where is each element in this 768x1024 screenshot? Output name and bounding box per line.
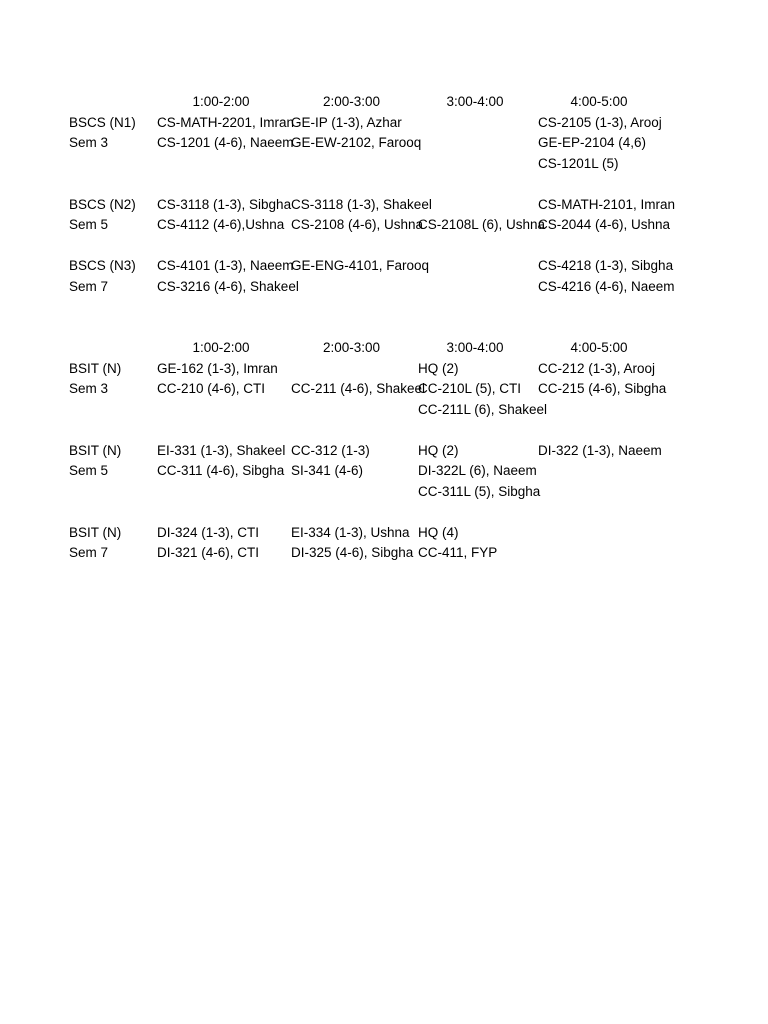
table-cell: CC-211 (4-6), Shakeel	[291, 381, 426, 396]
table-cell	[288, 277, 415, 298]
timetable-sheet	[66, 92, 676, 564]
spacer-row	[66, 297, 663, 338]
table-cell: HQ (2)	[418, 360, 459, 376]
table-cell: DI-321 (4-6), CTI	[157, 545, 260, 560]
table-cell: BSIT (N)	[69, 442, 122, 458]
table-cell: CS-4112 (4-6),Ushna	[157, 217, 285, 232]
table-row	[66, 482, 663, 503]
table-cell: CS-2108L (6), Ushna	[418, 217, 546, 232]
spacer-row	[66, 236, 663, 257]
table-cell: DI-325 (4-6), Sibgha	[291, 545, 414, 560]
table-row	[66, 256, 674, 277]
header-cell: 3:00-4:00	[446, 340, 504, 355]
table-cell: CS-1201 (4-6), Naeem	[157, 135, 294, 150]
table-cell: HQ (4)	[418, 524, 459, 540]
table-cell: HQ (2)	[418, 442, 459, 458]
table-row	[66, 461, 663, 482]
table-cell	[288, 359, 415, 380]
table-cell	[415, 113, 535, 134]
table-cell	[288, 482, 415, 503]
header-cell: 1:00-2:00	[192, 340, 250, 355]
table-cell: CS-4101 (1-3), Naeem	[157, 258, 294, 273]
table-cell	[66, 482, 154, 503]
table-cell: CC-311 (4-6), Sibgha	[157, 463, 285, 478]
header-cell: 1:00-2:00	[192, 94, 250, 109]
table-cell: CC-212 (1-3), Arooj	[538, 360, 656, 376]
time-header-row	[66, 338, 663, 359]
table-cell: GE-162 (1-3), Imran	[157, 360, 278, 376]
table-cell: BSIT (N)	[69, 360, 122, 376]
table-row	[66, 523, 663, 544]
table-cell	[535, 523, 663, 544]
table-cell	[66, 400, 154, 421]
table-row	[66, 154, 663, 175]
table-cell	[535, 543, 663, 564]
table-cell: CS-2044 (4-6), Ushna	[538, 217, 671, 232]
table-row	[66, 543, 663, 564]
table-cell	[535, 461, 663, 482]
table-row	[66, 359, 663, 380]
table-cell	[288, 154, 415, 175]
header-cell: 4:00-5:00	[570, 94, 628, 109]
table-cell: GE-ENG-4101, Farooq	[291, 258, 430, 273]
table-cell: Sem 7	[69, 278, 109, 294]
header-cell: 3:00-4:00	[446, 94, 504, 109]
table-row	[66, 277, 675, 298]
table-cell	[415, 277, 535, 298]
header-cell	[66, 338, 154, 359]
table-cell	[154, 482, 288, 503]
table-cell: Sem 5	[69, 463, 109, 478]
table-cell: Sem 3	[69, 135, 109, 150]
table-cell	[415, 154, 535, 175]
table-cell: SI-341 (4-6)	[291, 463, 364, 478]
table-row	[66, 379, 667, 400]
table-cell: BSCS (N3)	[69, 258, 136, 273]
table-cell	[154, 154, 288, 175]
table-cell	[415, 256, 535, 277]
table-cell: CS-3118 (1-3), Shakeel	[291, 196, 432, 212]
header-cell	[66, 92, 154, 113]
table-row	[66, 400, 663, 421]
table-cell: Sem 7	[69, 545, 109, 560]
table-cell: Sem 5	[69, 217, 109, 232]
table-cell: CS-1201L (5)	[538, 155, 619, 171]
table-cell: CS-MATH-2201, Imran	[157, 114, 295, 130]
table-cell: CS-4216 (4-6), Naeem	[538, 278, 675, 294]
table-cell: CC-312 (1-3)	[291, 442, 370, 458]
table-cell: BSCS (N1)	[69, 114, 136, 130]
table-cell	[154, 400, 288, 421]
table-cell: CC-210 (4-6), CTI	[157, 381, 266, 396]
table-cell	[66, 154, 154, 175]
header-cell: 2:00-3:00	[322, 94, 381, 109]
table-cell: BSCS (N2)	[69, 196, 136, 212]
header-cell: 2:00-3:00	[322, 340, 381, 355]
table-row	[66, 195, 676, 216]
table-cell: DI-322L (6), Naeem	[418, 463, 537, 478]
spacer-row	[66, 174, 663, 195]
time-header-row	[66, 92, 663, 113]
table-cell	[415, 133, 535, 154]
table-cell	[288, 400, 415, 421]
table-cell: GE-EW-2102, Farooq	[291, 135, 422, 150]
table-cell: EI-331 (1-3), Shakeel	[157, 442, 286, 458]
header-cell: 4:00-5:00	[570, 340, 628, 355]
table-cell: BSIT (N)	[69, 524, 122, 540]
table-cell: Sem 3	[69, 381, 109, 396]
table-cell: GE-IP (1-3), Azhar	[291, 114, 402, 130]
table-cell: CC-215 (4-6), Sibgha	[538, 381, 667, 396]
table-cell: CC-211L (6), Shakeel	[418, 401, 548, 417]
spacer-row	[66, 420, 663, 441]
table-row	[66, 215, 671, 236]
table-cell: CS-MATH-2101, Imran	[538, 196, 676, 212]
table-cell	[415, 195, 535, 216]
table-cell: CC-311L (5), Sibgha	[418, 483, 541, 499]
table-cell: CS-3216 (4-6), Shakeel	[157, 278, 299, 294]
table-cell: DI-322 (1-3), Naeem	[538, 442, 662, 458]
table-cell: CC-210L (5), CTI	[418, 381, 522, 396]
table-row	[66, 113, 663, 134]
spacer-row	[66, 502, 663, 523]
table-cell: CC-411, FYP	[418, 545, 498, 560]
table-cell	[535, 482, 663, 503]
table-row	[66, 441, 663, 462]
table-cell: CS-2105 (1-3), Arooj	[538, 114, 662, 130]
table-cell: CS-3118 (1-3), Sibgha	[157, 196, 292, 212]
table-cell: CS-4218 (1-3), Sibgha	[538, 258, 674, 273]
table-cell: CS-2108 (4-6), Ushna	[291, 217, 424, 232]
table-cell: DI-324 (1-3), CTI	[157, 524, 260, 540]
table-cell: GE-EP-2104 (4,6)	[538, 135, 647, 150]
table-row	[66, 133, 663, 154]
table-cell	[535, 400, 663, 421]
table-cell: EI-334 (1-3), Ushna	[291, 524, 410, 540]
